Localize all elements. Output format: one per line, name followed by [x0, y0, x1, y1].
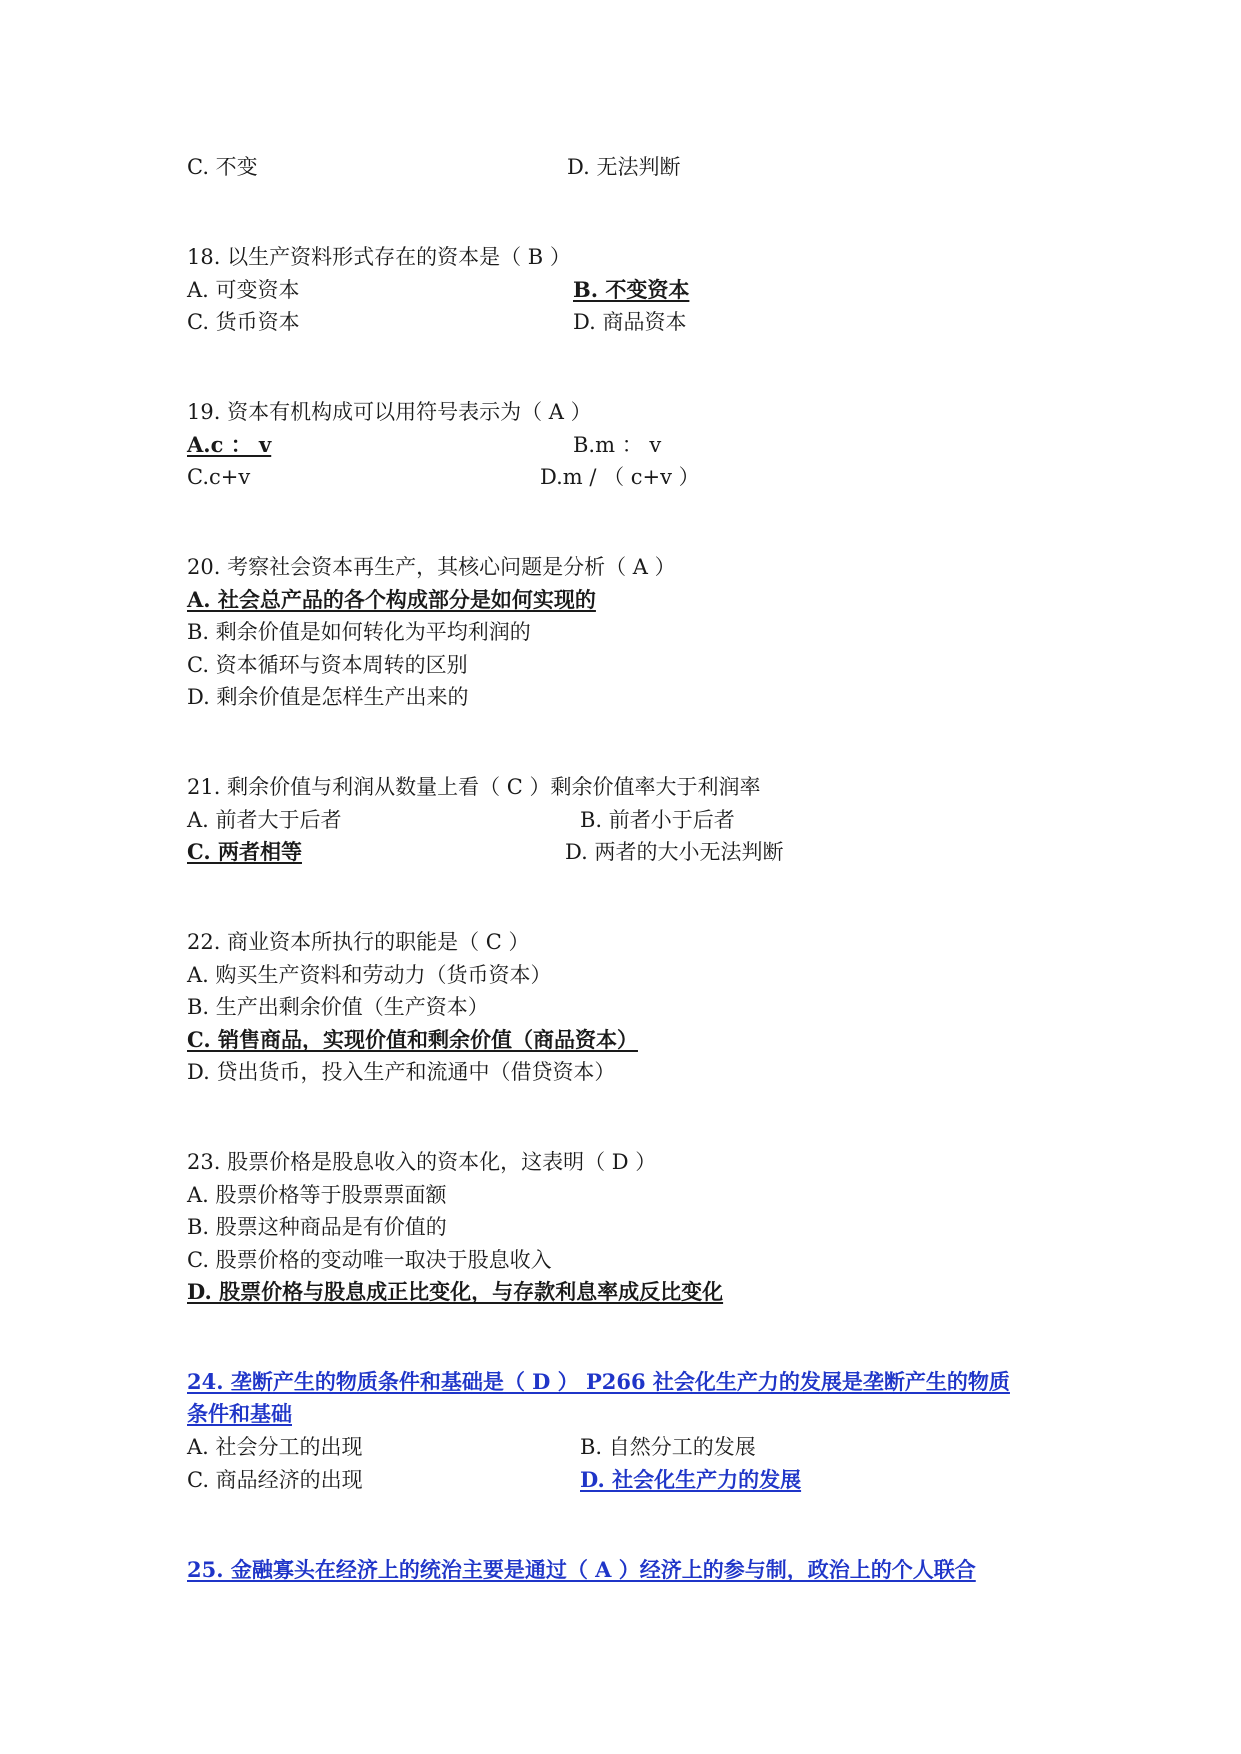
q24-stem-line-1: 24. 垄断产生的物质条件和基础是（ D ） P266 社会化生产力的发展是垄断产生的物质: [187, 1369, 1010, 1394]
q22-option-d: D. 贷出货币，投入生产和流通中（借贷资本）: [187, 1060, 616, 1084]
q18-stem: 18. 以生产资料形式存在的资本是（ B ）: [187, 245, 571, 269]
q19-option-b: B.m ： v: [573, 433, 662, 457]
q23-option-b: B. 股票这种商品是有价值的: [187, 1215, 447, 1239]
q19-stem: 19. 资本有机构成可以用符号表示为（ A ）: [187, 400, 592, 424]
q24-stem-line-2: 条件和基础: [187, 1401, 292, 1426]
q18-option-b-answer: B. 不变资本: [573, 277, 690, 302]
q23-option-d-answer: D. 股票价格与股息成正比变化，与存款利息率成反比变化: [187, 1279, 724, 1304]
q20-option-a-answer: A. 社会总产品的各个构成部分是如何实现的: [187, 587, 596, 612]
q24-option-c: C. 商品经济的出现: [187, 1468, 363, 1492]
q20-option-d: D. 剩余价值是怎样生产出来的: [187, 685, 469, 709]
q19-option-c: C.c+v: [187, 465, 251, 489]
q22-option-c-answer: C. 销售商品，实现价值和剩余价值（商品资本）: [187, 1027, 638, 1052]
q23-option-a: A. 股票价格等于股票票面额: [187, 1183, 447, 1207]
q19-option-a-answer: A.c ： v: [187, 432, 272, 457]
q21-option-d: D. 两者的大小无法判断: [565, 840, 784, 864]
q25-stem: 25. 金融寡头在经济上的统治主要是通过（ A ）经济上的参与制，政治上的个人联合: [187, 1557, 976, 1582]
q20-stem: 20. 考察社会资本再生产，其核心问题是分析（ A ）: [187, 555, 676, 579]
q17-option-d: D. 无法判断: [567, 155, 681, 179]
q23-option-c: C. 股票价格的变动唯一取决于股息收入: [187, 1248, 552, 1272]
q21-stem: 21. 剩余价值与利润从数量上看（ C ）剩余价值率大于利润率: [187, 775, 761, 799]
q20-option-c: C. 资本循环与资本周转的区别: [187, 653, 468, 677]
q18-option-a: A. 可变资本: [187, 278, 300, 302]
q22-option-b: B. 生产出剩余价值（生产资本）: [187, 995, 489, 1019]
q18-option-d: D. 商品资本: [573, 310, 687, 334]
q21-option-b: B. 前者小于后者: [580, 808, 735, 832]
q19-option-d: D.m / （ c+v ）: [540, 465, 700, 489]
q21-option-a: A. 前者大于后者: [187, 808, 342, 832]
q22-option-a: A. 购买生产资料和劳动力（货币资本）: [187, 963, 552, 987]
q24-option-a: A. 社会分工的出现: [187, 1435, 363, 1459]
q17-option-c: C. 不变: [187, 155, 258, 179]
q22-stem: 22. 商业资本所执行的职能是（ C ）: [187, 930, 530, 954]
q24-option-d-answer: D. 社会化生产力的发展: [580, 1467, 802, 1492]
q23-stem: 23. 股票价格是股息收入的资本化，这表明（ D ）: [187, 1150, 657, 1174]
q18-option-c: C. 货币资本: [187, 310, 300, 334]
q24-option-b: B. 自然分工的发展: [580, 1435, 756, 1459]
q21-option-c-answer: C. 两者相等: [187, 839, 302, 864]
q20-option-b: B. 剩余价值是如何转化为平均利润的: [187, 620, 531, 644]
